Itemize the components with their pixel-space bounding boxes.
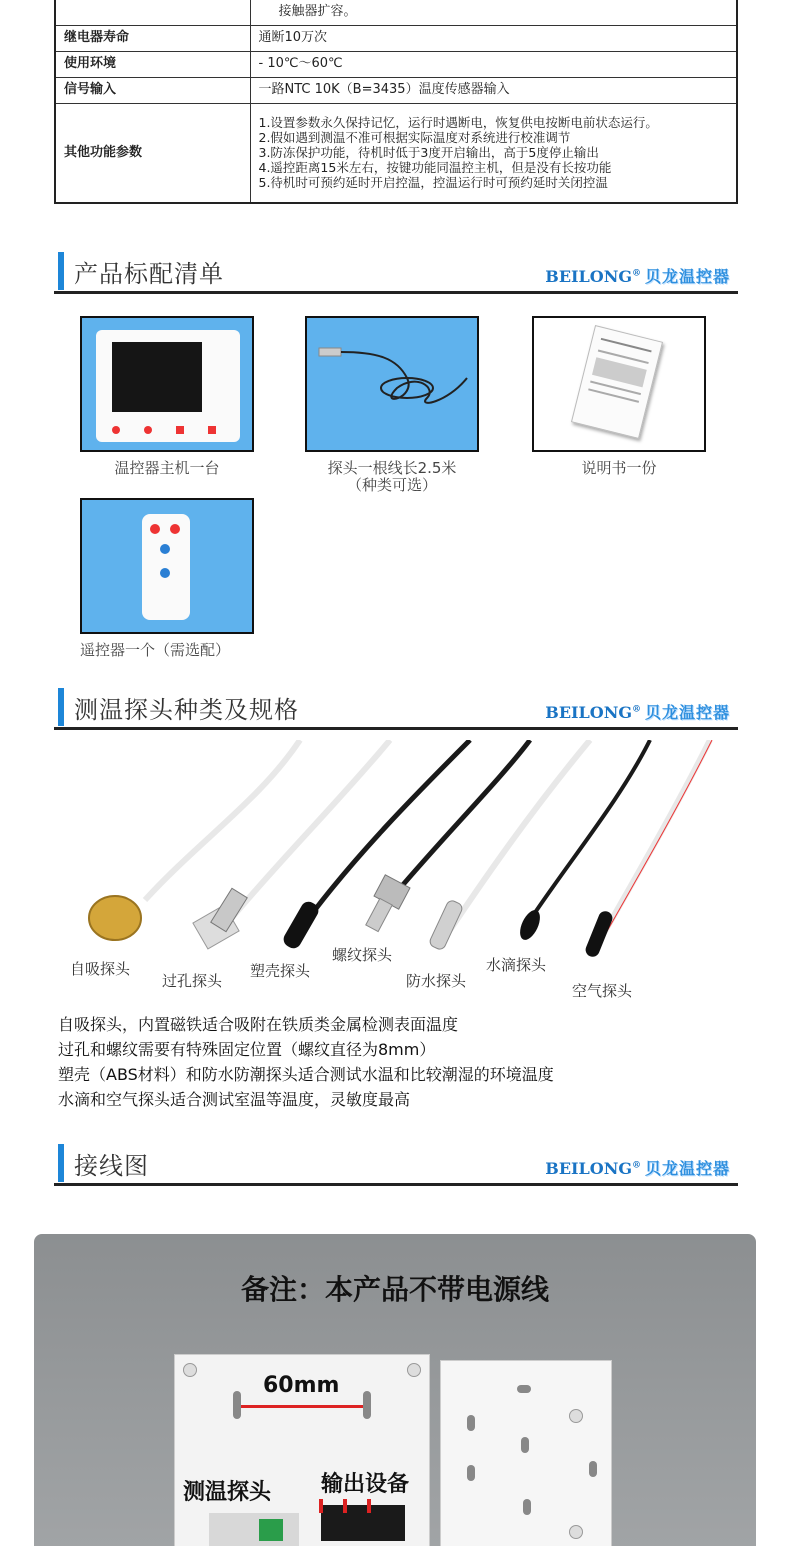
dimension-label: 60mm — [263, 1373, 340, 1398]
probe-description: 自吸探头，内置磁铁适合吸附在铁质类金属检测表面温度 过孔和螺纹需要有特殊固定位置（螺纹直径为8mm） 塑壳（ABS材料）和防水防潮探头适合测试水温和比较潮湿的环境温度 水滴和空气探头适合测试室温等温度，灵敏度最高 — [58, 1015, 554, 1109]
section-header-probes — [54, 684, 738, 730]
table-cell: 1.设置参数永久保持记忆，运行时遇断电，恢复供电按断电前状态运行。 2.假如遇到测温不准可根据实际温度对系统进行校准调节 3.防冻保护功能，待机时低于3度开启输出，高于5度停止输出 4.遥控距离15米左右，按键功能同温控主机，但是没有长按功能 5.待机时可预约延时开启控温，控温运行时可预约延时关闭控温 — [250, 103, 737, 203]
probe-label: 自吸探头 — [70, 960, 131, 978]
probe-types-image — [60, 740, 740, 1010]
mounting-plate — [440, 1360, 612, 1546]
table-row — [55, 103, 737, 203]
probe-label: 防水探头 — [406, 972, 467, 990]
wiring-photo — [34, 1234, 756, 1546]
output-port-label: 输出设备 — [321, 1472, 410, 1497]
table-cell: 一路NTC 10K（B=3435）温度传感器输入 — [250, 77, 737, 103]
accent-bar — [58, 1144, 64, 1182]
table-key: 使用环境 — [55, 51, 250, 77]
table-row — [55, 0, 737, 25]
table-row — [55, 25, 737, 51]
accent-bar — [58, 688, 64, 726]
table-key: 信号输入 — [55, 77, 250, 103]
manual-image — [532, 316, 706, 452]
product-caption: 温控器主机一台 — [114, 459, 220, 477]
table-key: 其他功能参数 — [55, 103, 250, 203]
brand-logo: BEILONG® 贝龙温控器 — [545, 1159, 730, 1178]
probe-image — [305, 316, 479, 452]
section-header-standard — [54, 248, 738, 294]
remote-image — [80, 498, 254, 634]
probe-port-label: 测温探头 — [183, 1480, 272, 1505]
probe-label: 塑壳探头 — [250, 962, 311, 980]
table-cell: - 10℃～60℃ — [250, 51, 737, 77]
section-title: 测温探头种类及规格 — [74, 696, 299, 724]
probe-label: 螺纹探头 — [332, 946, 393, 964]
product-remote — [80, 498, 280, 659]
product-caption: 遥控器一个（需选配） — [80, 641, 231, 659]
probe-label: 空气探头 — [572, 982, 633, 1000]
table-row — [55, 77, 737, 103]
accent-bar — [58, 252, 64, 290]
wiring-note: 备注：本产品不带电源线 — [240, 1273, 549, 1306]
product-probe — [305, 316, 479, 494]
probe-label: 过孔探头 — [162, 972, 223, 990]
brand-logo: BEILONG® 贝龙温控器 — [545, 267, 730, 286]
table-cell: 接触器扩容。 — [250, 0, 737, 25]
product-controller — [80, 316, 254, 477]
section-title: 产品标配清单 — [74, 260, 224, 288]
product-caption: 说明书一份 — [581, 459, 657, 477]
spec-table — [54, 0, 738, 204]
product-manual — [532, 316, 706, 477]
product-caption: 探头一根线长2.5米 （种类可选） — [327, 459, 457, 494]
probe-label: 水滴探头 — [486, 956, 547, 974]
section-title: 接线图 — [74, 1152, 149, 1180]
table-row — [55, 51, 737, 77]
table-key: 继电器寿命 — [55, 25, 250, 51]
brand-logo: BEILONG® 贝龙温控器 — [545, 703, 730, 722]
controller-image — [80, 316, 254, 452]
table-cell: 通断10万次 — [250, 25, 737, 51]
section-header-wiring — [54, 1140, 738, 1186]
controller-back-panel — [174, 1354, 430, 1546]
